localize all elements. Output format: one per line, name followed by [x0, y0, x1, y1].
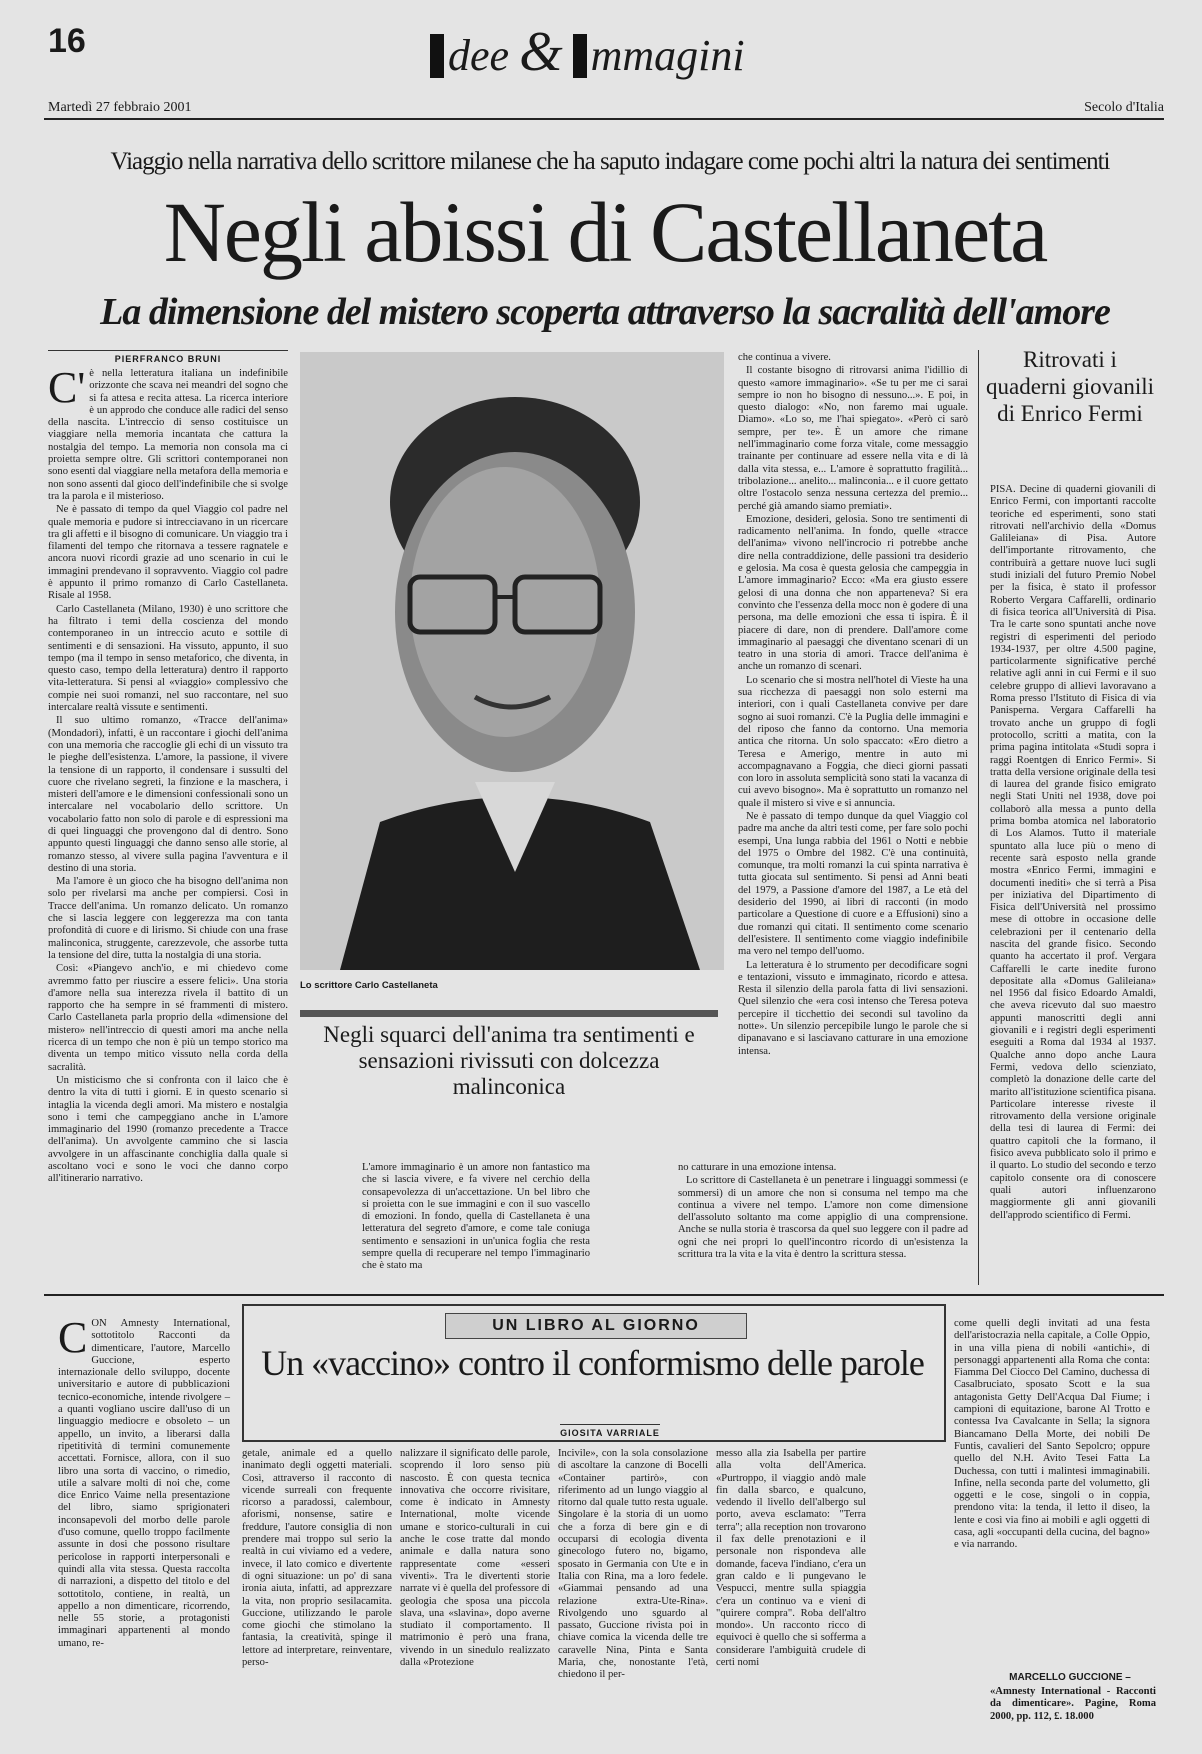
review-paragraph: come quelli degli invitati ad una festa dell'aristocrazia nella capitale, a Colle Oppio, in una villa piena di nobili «antichi», di personaggi appartenenti alla Roma che conta: Fiamma Del Ciocco Del Camino, duchessa di Casalbruciato, sposato Scott e la sua antagonista Getty Dell'Acqua Dal Fiume; i campioni di equitazione, barone Al Trotto e contessa Iva Cavalcante in Sella; la signora Biancamano Della Morte, dei nobili De Funtis, cavalieri del Santo Sepolcro; oppure quello del N.H. Avito Tesei Fatta La Duchessa, con tutti i malintesi immaginabili. Infine, nella seconda parte del volumetto, gli oggetti e le cose, singoli o in coppia, prendono vita: la tenda, il letto il diseo, la lente e così via fino ai mobili e agli oggetti di casa, agli «occupanti della cucina, del bagno» e via narrando.: [954, 1318, 1150, 1551]
article-paragraph: Lo scenario che si mostra nell'hotel di Vieste ha una sua ricchezza di paesaggi non solo esterni ma interiori, con i quali Castellaneta convive per dare sogno ai suoi romanzi. C'è la Puglia delle immagini e del riposo che fanno da contorno. Una memoria antica che ritorna. Un solo spaccato: «Ero dietro a Teresa e Amerigo, mentre in auto mi accompagnavano a Foggia, che dieci giorni passati con loro in assoluta semplicità sono stati la vacanza di cui avevo bisogno». Ma è soprattutto un romanzo nel quale il mistero si vive e si annuncia.: [738, 674, 968, 809]
section-second: mmagini: [590, 31, 745, 80]
article-paragraph: Carlo Castellaneta (Milano, 1930) è uno scrittore che ha filtrato i temi della coscienza del mondo contemporaneo in un intreccio acuto e sottile di sentimenti e di sensazioni. Ha vissuto, appunto, il suo tempo (ma il tempo in senso metaforico, che diventa, in questo caso, tempo della letteratura) dentro il rapporto vita-letteratura. Si pensi al «viaggio» complessivo che compie nei suoi romanzi, nel suo raccontare, nel suo intercalare realtà vissute e sentimenti.: [48, 603, 288, 714]
page-number: 16: [48, 22, 86, 60]
article-paragraph: Ne è passato di tempo da quel Viaggio col padre nel quale memoria e pudore si intrecciavano in un ricercare tra gli affetti e il bisogno di comunicare. Un viaggio tra i filamenti del tempo che ritornava a tessere ragnatele e ancora nuovi ricordi grazie ad uno scenario in cui le immagini prendevano il sopravvento. Viaggio col padre è appunto il primo romanzo di Carlo Castellaneta. Risale al 1958.: [48, 504, 288, 602]
section-rule: [44, 1294, 1164, 1296]
review-dropcap: C: [58, 1313, 88, 1362]
photo-caption: Lo scrittore Carlo Castellaneta: [300, 980, 438, 991]
section-first: dee: [448, 31, 510, 80]
article-paragraph: Lo scrittore di Castellaneta è un penetrare i linguaggi sommessi (e sommersi) di un amore che non si consuma nel tempo ma che continua a vivere nel tempo. L'amore non come dimensione dell'assoluto soltanto ma come appiglio di una comprensione. Anche se nulla storia è trascorsa da quel suo leggere con il padre ad ogni che nei propri lo quell'incontro ricordo di un'esistenza la scrittura tra la vita e la vita è dentro la scrittura stessa.: [678, 1175, 968, 1261]
review-paragraph: ON Amnesty International, sottotitolo Racconti da dimenticare, l'autore, Marcello Guccione, esperto internazionale dello sviluppo, docente universitario e autore di pubblicazioni tecnico-economiche, intende rivolgere – a quanti vogliano uscire dall'uso di un linguaggio mediocre e obsoleto – un appello, un invito, a liberarsi dalla ripetitività di termini comunemente accettati. Fornisce, allora, con il suo libro una sorta di vaccino, o rimedio, utile a salvare molti di noi che, come dice Enrico Vaime nella presentazione del libro, siamo sprigionateri inconsapevoli del morbo delle parole d'uso comune, quello troppo facilmente assunte in dosi che possono risultare pericolose in rapporti interpersonali e quindi alla vita stessa. Questa raccolta di narrazioni, a dispetto del titolo e del sottotitolo, contiene, in realtà, un appello a non dimenticare, ricorrendo, nelle 55 storie, a protagonisti immaginari appartenenti al mondo umano, re-: [58, 1318, 230, 1649]
sidebar-paragraph: PISA. Decine di quaderni giovanili di Enrico Fermi, con importanti raccolte teoriche ed esperimenti, sono stati ritrovati nell'archivio della «Domus Galileiana» di Pisa. Autore dell'importante ritrovamento, che contribuirà a gettare nuove luci sugli studi iniziali del futuro Premio Nobel per la fisica, è stato il professor Roberto Vergara Caffarelli, ordinario di fisica teorica all'Università di Pisa. Tra le carte sono spuntati anche nove registri di esperimenti del periodo 1934-1937, per oltre 4.500 pagine, particolarmente significative perché relative agli anni in cui Fermi e il suo celebre gruppo di allievi lavoravano a Roma presso l'Istituto di Fisica di via Panisperna. Vergara Caffarelli ha trovato anche un gruppo di fogli protocollo, scritti a matita, con la prima pagina intitolata «Studi sopra i raggi Roentgen di Enrico Fermi». Si tratta della versione originale della tesi di laurea del grande fisico emigrato negli Stati Uniti nel 1938, dove poi collaborò alla messa a punto della prima bomba atomica nel laboratorio di Los Alamos. Tutto il materiale spuntato alla luce più o meno di recente sarà esposto nella grande mostra «Enrico Fermi, immagini e documenti inediti» che si terrà a Pisa per iniziativa del Dipartimento di Fisica dell'Università nel prossimo mese di ottobre in occasione delle celebrazioni per il centenario della nascita del grande fisico. Secondo quanto ha accertato il prof. Vergara Caffarelli le carte inedite furono depositate alla «Domus Galileiana» nel 1956 dal fisico Edoardo Amaldi, che aveva ricevuto dal suo maestro appunti manoscritti degli anni giovanili e i registri degli esperimenti eseguiti a Roma dal 1934 al 1937. Qualche anno dopo anche Laura Fermi, vedova dello scienziato, completò la donazione delle carte del marito all'istituzione scientifica pisana. Particolare interesse riveste il ritrovamento della versione originale della tesi di laurea di Fermi: dei quattro capitoli che la formano, il fisico aveva pubblicato solo il primo e il quarto. Lo studio del secondo e terzo capitolo consente ora di conoscere quali autori influenzarono maggiormente gli anni giovanili dell'approdo scientifico di Fermi.: [990, 484, 1156, 1221]
section-amp: &: [519, 21, 563, 83]
review-byline: GIOSITA VARRIALE: [560, 1424, 660, 1438]
section-cap-i2: [573, 34, 587, 78]
article-paragraph: è nella letteratura italiana un indefinibile orizzonte che scava nei meandri del sogno che si fa attesa e recita attesa. La ricerca interiore è un approdo che conduce alle radici del senso della nascita. L'intreccio di senso costituisce un viaggiare nella memoria incantata che cattura la nostalgia del tempo. La memoria non consola ma ci proietta sempre oltre. Gli scrittori contemporanei non sono esenti dal viaggiare nella metafora della memoria e non sono assenti dal gioco dell'indefinibile che si svolge tra la parola e il misterioso.: [48, 368, 288, 502]
review-column-6: [954, 1318, 1150, 1666]
article-deck: La dimensione del mistero scoperta attraverso la sacralità dell'amore: [100, 291, 1110, 333]
article-headline: Negli abissi di Castellaneta: [163, 184, 1047, 280]
pullquote: Negli squarci dell'anima tra sentimenti e sensazioni rivissuti con dolcezza malinconica: [323, 1022, 695, 1099]
dateline: Martedì 27 febbraio 2001: [48, 100, 192, 115]
article-column-3: [738, 352, 968, 1157]
article-paragraph: che continua a vivere.: [738, 352, 831, 363]
article-dropcap: C': [48, 363, 86, 412]
review-column-1: [58, 1313, 230, 1728]
pullquote-bar: [300, 1010, 718, 1017]
sidebar-body: [990, 484, 1156, 1284]
review-column-4: [558, 1448, 708, 1730]
article-byline: PIERFRANCO BRUNI: [48, 350, 288, 364]
review-column-5: [716, 1448, 866, 1730]
sidebar-title: Ritrovati i quaderni giovanili di Enrico Fermi: [986, 347, 1154, 426]
review-signoff-name: MARCELLO GUCCIONE –: [1009, 1672, 1131, 1683]
review-column-3: [400, 1448, 550, 1730]
author-photo: [300, 352, 724, 970]
sidebar-divider: [978, 350, 979, 1285]
portrait-drawing: [300, 352, 724, 970]
review-paragraph: nalizzare il significato delle parole, scoprendo il loro senso più nascosto. È con questa tecnica innovativa che occorre rivisitare, come è indicato in Amnesty International, molte vicende umane e storico-culturali in cui anche le cose tratte dal mondo animale e dalla natura sono rappresentate come «esseri viventi». Tra le divertenti storie narrate vi è quella del professore di geologia che sposa una piccola slava, una «slavina», dopo averne studiato il comportamento. Il matrimonio è però una frana, vivendo in un sinedulo realizzato dalla «Protezione: [400, 1448, 550, 1669]
review-reference-text: «Amnesty International - Racconti da dimenticare». Pagine, Roma 2000, pp. 112, £. 18.000: [990, 1686, 1156, 1722]
review-signoff-reference: [990, 1686, 1156, 1734]
review-label: UN LIBRO AL GIORNO: [445, 1313, 747, 1339]
article-paragraph: Così: «Piangevo anch'io, e mi chiedevo come avremmo fatto per riuscire a essere felici». Una storia d'amore nella sua interezza rivela il battito di un rapporto che ha sempre in sé frammenti di mistero. Carlo Castellaneta parla proprio della «dimensione del mistero» nell'intreccio di questi amori ma anche nella ricerca di un tempo che non è più un tempo storico ma diventa un tempo mitico vissuto nella corda della sacralità.: [48, 963, 288, 1073]
section-cap-i: [430, 34, 444, 78]
newspaper-name: Secolo d'Italia: [1084, 100, 1164, 115]
article-paragraph: Emozione, desideri, gelosia. Sono tre sentimenti di radicamento nell'anima. In fondo, quelle «tracce dell'anima» vivono nell'incrocio ri potrebbe anche dire nella contraddizione, delle passioni tra desiderio e gelosia. Ma cosa è questa gelosia che campeggia in L'amore immaginario? Ecco: «Ma era giusto essere gelosi di una donna che non apparteneva? Si era convinto che l'essenza della mocc non è godere di una persona, ma delle emozioni che essa ti ispira. È il piacere di dare, non di prendere. Dall'amore come immaginario al paesaggi che diventano scenari di un teatro in una storia di amori. Tracce dell'anima è anche un romanzo di scenari.: [738, 513, 968, 673]
article-column-3-continued: [678, 1162, 968, 1284]
article-kicker: Viaggio nella narrativa dello scrittore milanese che ha saputo indagare come pochi altri la natura dei sentimenti: [110, 148, 1110, 175]
review-column-2: [242, 1448, 392, 1730]
header-rule: [44, 118, 1164, 120]
review-paragraph: getale, animale ed a quello inanimato degli oggetti materiali. Così, attraverso il racconto di vicende surreali con frequente ricorso a paradossi, calembour, aforismi, nonsense, satire e freddure, l'autore consiglia di non prendere mai troppo sul serio la realtà in cui viviamo ed a vedere, invece, il lato comico e divertente di ogni situazione: un po' di sana ironia aiuta, infatti, ad apprezzare la vita, non proprio sesilacamita. Guccione, utilizzando le parole come giochi che stimolano la fantasia, la creatività, spinge il lettore ad interpretare, reinventare, perso-: [242, 1448, 392, 1669]
review-paragraph: Incivile», con la sola consolazione di ascoltare la canzone di Bocelli «Container partirò», con riferimento ad un lungo viaggio al ritorno dal quale tutto resta uguale. Singolare è la storia di un uomo che a forza di bere gin e di occuparsi di ecologia diventa ginecologo futero no, bigamo, sposato in Germania con Ute e in Italia con Rina, ma a loro fedele. «Giammai pensando ad una relazione extra-Ute-Rina». Rivolgendo uno sguardo al passato, Guccione rivista poi in chiave comica la vicenda delle tre caravelle Nina, Pinta e Santa Maria, che, nonostante l'età, chiedono il per-: [558, 1448, 708, 1681]
article-paragraph: Un misticismo che si confronta con il laico che è dentro la vita di tutti i giorni. E in questo scenario si intaglia la vicenda degli amori. Ma mistero e nostalgia sono i temi che campeggiano anche in L'amore immaginario del 1990 (romanzo precedente a Tracce dell'anima). Un avvolgente cammino che si lascia avvolgere in un affascinante conchiglia dalla quale si ascoltano voci e sono le voci che danno corpo all'itinerario narrativo.: [48, 1074, 288, 1185]
review-title: Un «vaccino» contro il conformismo delle parole: [261, 1343, 924, 1383]
review-paragraph: messo alla zia Isabella per partire alla volta dell'America. «Purtroppo, il viaggio andò male fin dalla sbarco, e qualcuno, vedendo il livello dell'albergo sul porto, aveva esclamato: "Terra terra"; alla reception non trovarono il fax delle prenotazioni e il personale non rispondeva alle domande, faceva l'indiano, c'era un gran caldo e li pungevano le Vespucci, mentre sulla spiaggia c'era un continuo va e vieni di "quirere compra". Roba dell'altro mondo». Un racconto ricco di equivoci è quello che si sofferma a considerare l'ambiguità crudele di certi nomi: [716, 1448, 866, 1669]
article-column-1: [48, 363, 288, 1185]
article-paragraph: La letteratura è lo strumento per decodificare sogni e tentazioni, vissuto e immaginato, ricordo e attesa. Resta il silenzio della parola fatta di livi sensazioni. Quel silenzio che «era così intenso che Teresa poteva percepire il ticchettio dei secondi sul tavolino da notte». Un silenzio percepibile lungo le parole che si dipanavano e si lasciavano catturare in una emozione intensa.: [738, 959, 968, 1057]
article-column-2: [362, 1162, 590, 1284]
article-paragraph: Ma l'amore è un gioco che ha bisogno dell'anima non solo per rivelarsi ma anche per compiersi. Così in Tracce dell'anima. Un romanzo delicato. Un romanzo che si lascia leggere con leggerezza ma con tanta profondità di cuore e di lirismo. Si chiude con una frase malinconica, struggente, carezzevole, che assorbe tutta la tensione del dire, tutta la nostalgia di una storia.: [48, 876, 288, 961]
section-title: [430, 20, 745, 84]
article-paragraph: no catturare in una emozione intensa.: [678, 1162, 837, 1173]
article-paragraph: Il suo ultimo romanzo, «Tracce dell'anima» (Mondadori), infatti, è un raccontare i giochi dell'anima con una memoria che raccoglie gli echi di un vissuto tra le pieghe dell'esistenza. L'amore, la passione, il vivere la tensione di un rapporto, il condensare i sussulti del cuore che rivelano segreti, la finzione e la maschera, i misteri dell'amore e le dimensioni confessionali sono un intercalare nel vocabolario dello scrittore. Un vocabolario fatto non solo di parole e di espressioni ma di quei linguaggi che provengono dal di dentro. Sono appunto questi linguaggi che danno senso alle storie, al romanzo stesso, al vivere sulla pagina l'avventura e il destino di una storia.: [48, 715, 288, 874]
article-paragraph: Il costante bisogno di ritrovarsi anima l'idillio di questo «amore immaginario». «Se tu per me ci sarai sempre io non ho bisogno di nessuno...». E poi, in questo dialogo: «No, non faremo mai uguale. Diamo». «Lo so, me l'hai spiegato». «Però ci sarò sempre, per te». È un amore che rimane nell'immaginario come forza vitale, come messaggio trainante per continuare ad essere nella vita e di là dalla vita stessa, e... L'amore è soprattutto fragilità... tribolazione... anelito... malinconia... e il cuore gettato oltre l'ostacolo senza nessuna certezza del premio... perché già amando siamo premiati».: [738, 365, 968, 512]
article-paragraph: Ne è passato di tempo dunque da quel Viaggio col padre ma anche da altri testi come, per fare solo pochi esempi, Una lunga rabbia del 1961 o Notti e nebbie del 1975 o Ombre del 1982. C'è una continuità, comunque, tra molti romanzi la cui spinta narrativa è tutta giocata sul sentimento. Si pensi ad Anni beati del 1979, a Passione d'amore del 1987, a Le età del desiderio del 1990, ai libri di racconti (in modo particolare a Questione di cuore e a Effusioni) sino a due romanzi qui citati. Il sentimento come scenario dell'esistere. Il sentimento come viaggio indefinibile ma vero nel tempo dell'uomo.: [738, 810, 968, 958]
article-paragraph: L'amore immaginario è un amore non fantastico ma che si lascia vivere, e fa vivere nel cerchio della consapevolezza di un'accettazione. Un bel libro che si proietta con le sue immagini e con il suo vascello di emozioni. In fondo, quella di Castellaneta è una letteratura del segreto d'amore, e come tale coniuga sentimento e sensazioni in un'unica foglia che resta sempre quella di recuperare nel tempo l'immaginario che è stato ma: [362, 1162, 590, 1272]
